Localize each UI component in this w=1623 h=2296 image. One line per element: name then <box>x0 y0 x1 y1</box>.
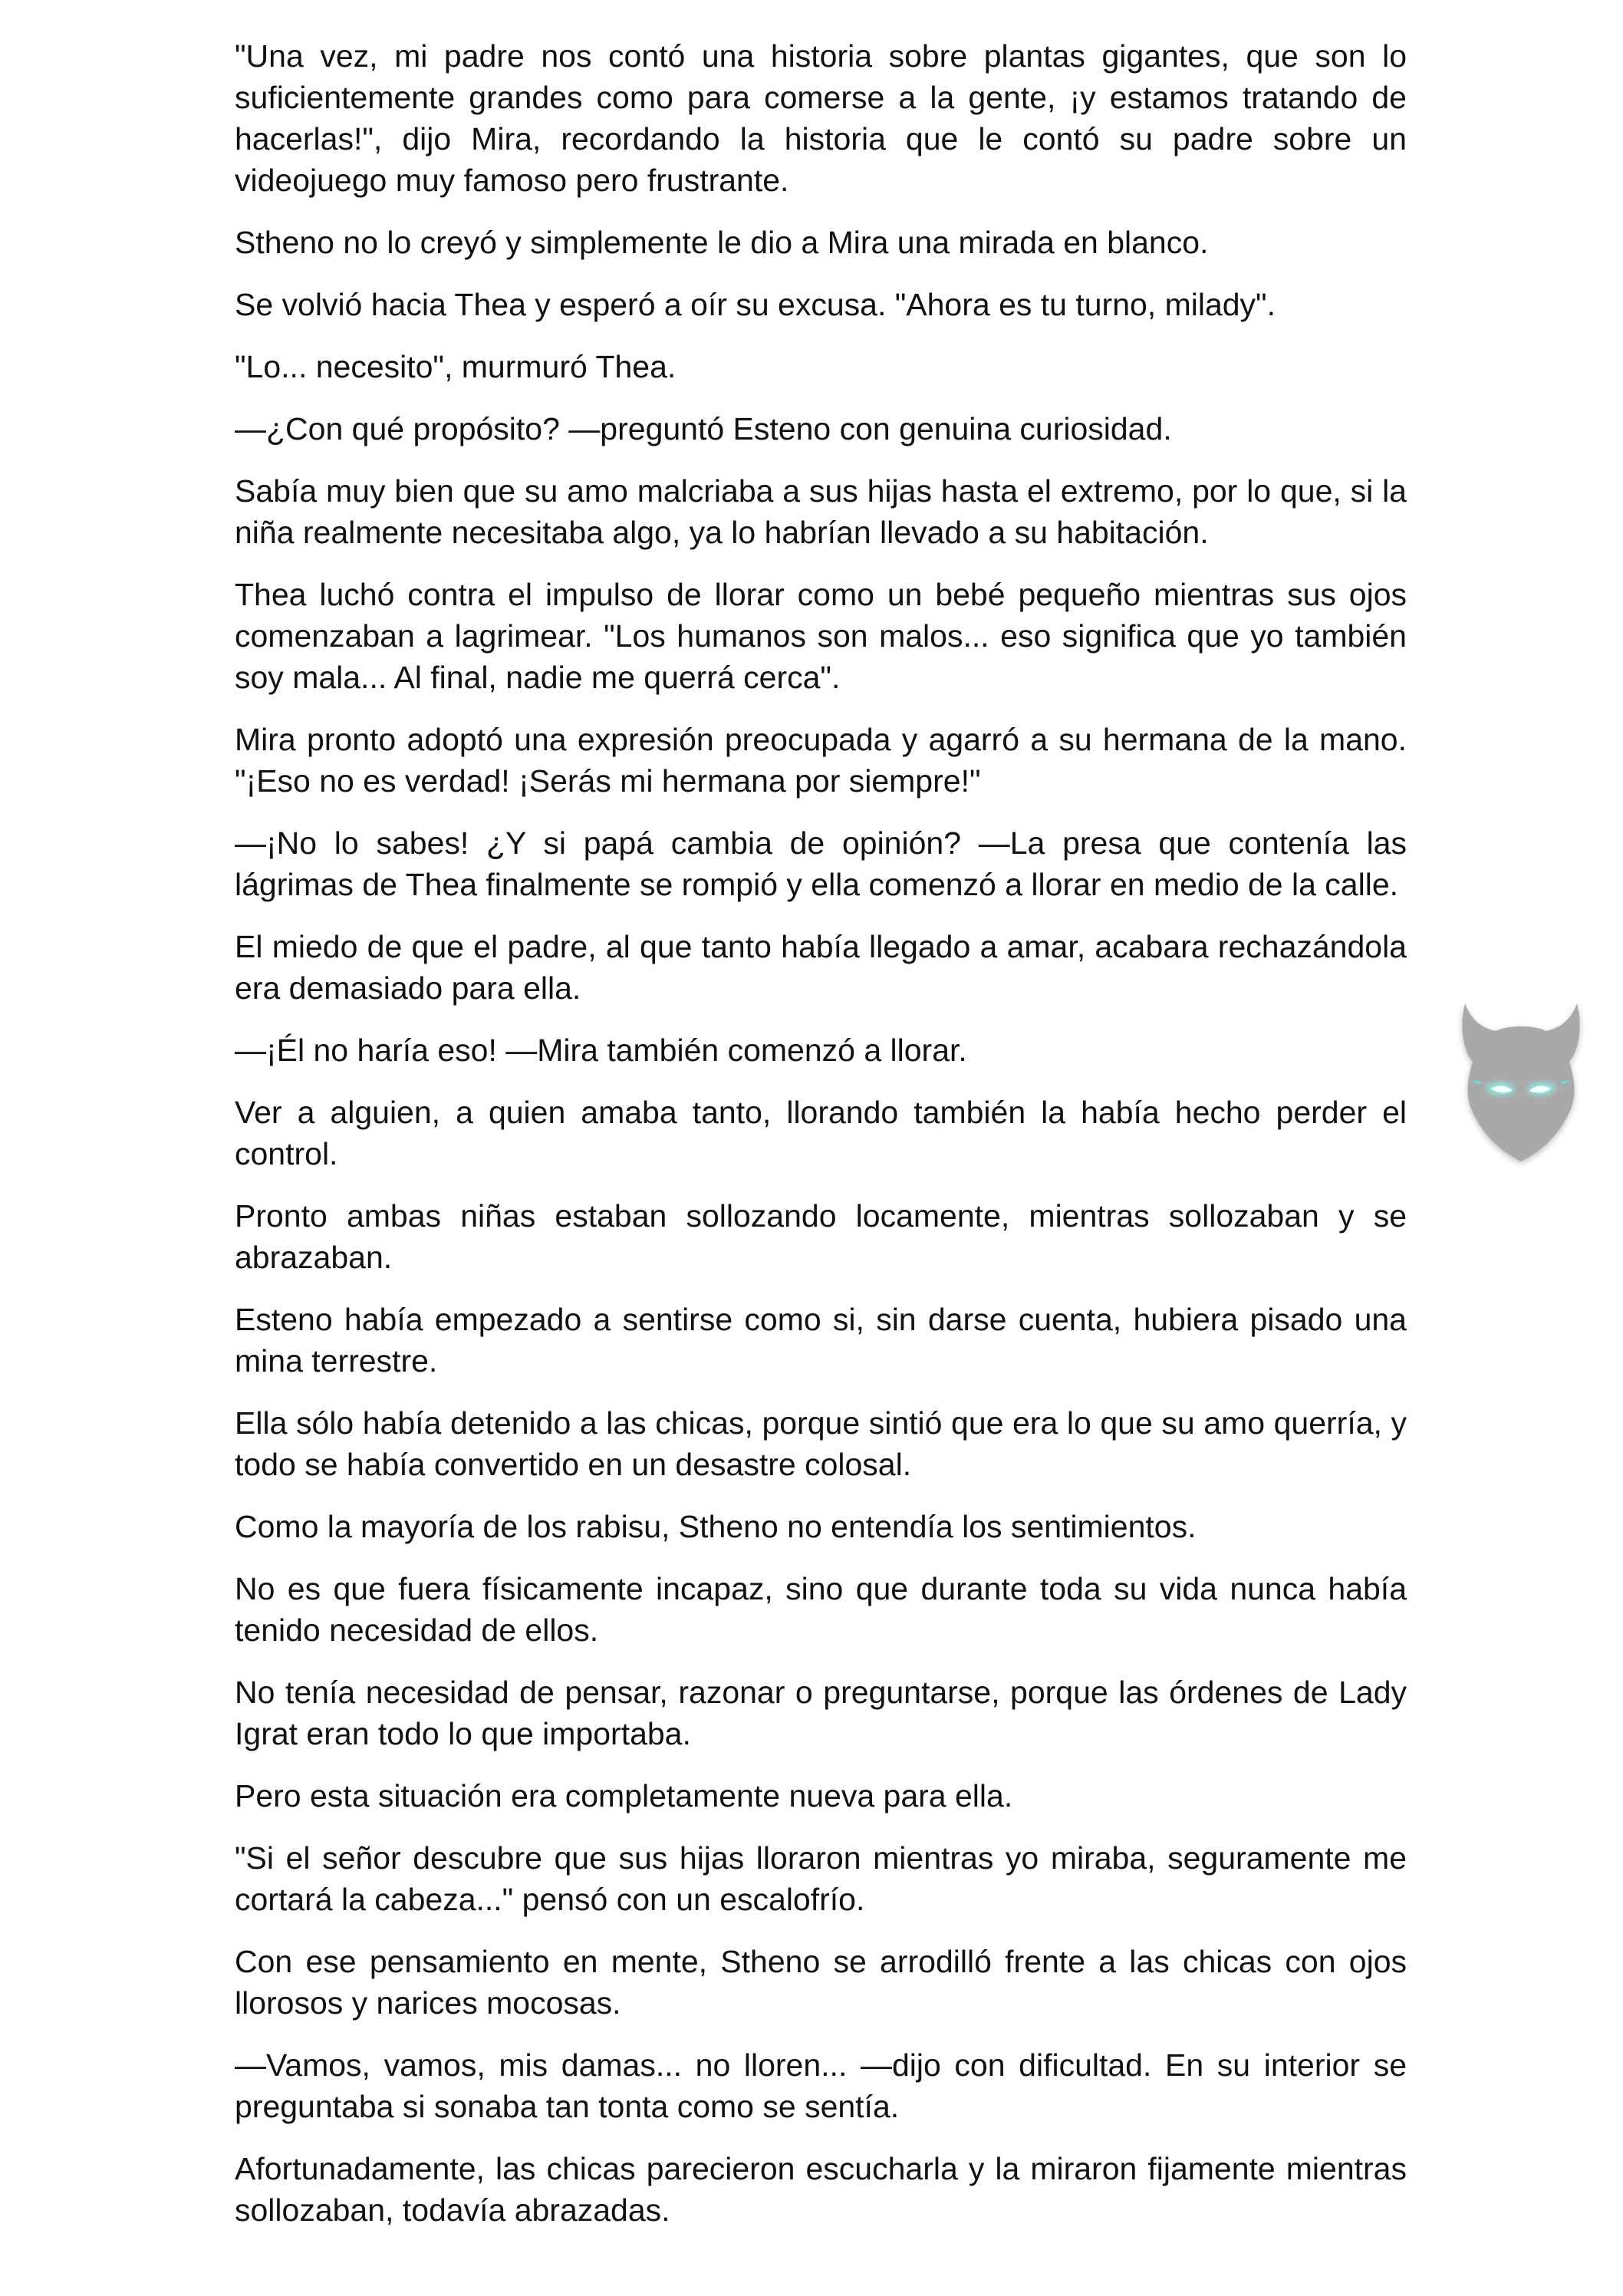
paragraph: No tenía necesidad de pensar, razonar o preguntarse, porque las órdenes de Lady Igrat eran todo lo que importaba. <box>235 1675 1407 1751</box>
paragraph: —Vamos, vamos, mis damas... no lloren... —dijo con dificultad. En su interior se preguntaba si sonaba tan tonta como se sentía. <box>235 2047 1407 2124</box>
paragraph: Thea luchó contra el impulso de llorar como un bebé pequeño mientras sus ojos comenzaban a lagrimear. "Los humanos son malos... eso significa que yo también soy mala... Al final, nadie me querrá cerca". <box>235 577 1407 695</box>
paragraph: Con ese pensamiento en mente, Stheno se arrodilló frente a las chicas con ojos llorosos y narices mocosas. <box>235 1944 1407 2021</box>
document-page <box>235 35 1407 2252</box>
paragraph: Pronto ambas niñas estaban sollozando locamente, mientras sollozaban y se abrazaban. <box>235 1198 1407 1275</box>
paragraph: Pero esta situación era completamente nueva para ella. <box>235 1778 1013 1813</box>
paragraph: Mira pronto adoptó una expresión preocupada y agarró a su hermana de la mano. "¡Eso no es verdad! ¡Serás mi hermana por siempre!" <box>235 722 1407 799</box>
paragraph: "Una vez, mi padre nos contó una historia sobre plantas gigantes, que son lo suficientemente grandes como para comerse a la gente, ¡y estamos tratando de hacerlas!", dijo Mira, recordando la historia que le contó su padre sobre un videojuego muy famoso pero frustrante. <box>235 38 1407 198</box>
paragraph: Ella sólo había detenido a las chicas, porque sintió que era lo que su amo querría, y todo se había convertido en un desastre colosal. <box>235 1405 1407 1482</box>
paragraph: Stheno no lo creyó y simplemente le dio a Mira una mirada en blanco. <box>235 225 1209 260</box>
paragraph: Sabía muy bien que su amo malcriaba a sus hijas hasta el extremo, por lo que, si la niña realmente necesitaba algo, ya lo habrían llevado a su habitación. <box>235 473 1407 550</box>
paragraph: Como la mayoría de los rabisu, Stheno no entendía los sentimientos. <box>235 1509 1197 1544</box>
paragraph: "Si el señor descubre que sus hijas lloraron mientras yo miraba, seguramente me cortará la cabeza..." pensó con un escalofrío. <box>235 1840 1407 1917</box>
paragraph: "Lo... necesito", murmuró Thea. <box>235 349 677 384</box>
paragraph: —¿Con qué propósito? —preguntó Esteno con genuina curiosidad. <box>235 411 1172 446</box>
paragraph: Se volvió hacia Thea y esperó a oír su excusa. "Ahora es tu turno, milady". <box>235 287 1276 322</box>
horned-demon-head-icon <box>1448 997 1594 1174</box>
paragraph: —¡Él no haría eso! —Mira también comenzó a llorar. <box>235 1033 967 1068</box>
paragraph: No es que fuera físicamente incapaz, sino que durante toda su vida nunca había tenido necesidad de ellos. <box>235 1571 1407 1648</box>
paragraph: El miedo de que el padre, al que tanto había llegado a amar, acabara rechazándola era demasiado para ella. <box>235 929 1407 1006</box>
paragraph: Ver a alguien, a quien amaba tanto, llorando también la había hecho perder el control. <box>235 1095 1407 1171</box>
paragraph: Esteno había empezado a sentirse como si, sin darse cuenta, hubiera pisado una mina terrestre. <box>235 1302 1407 1379</box>
paragraph: —¡No lo sabes! ¿Y si papá cambia de opinión? —La presa que contenía las lágrimas de Thea finalmente se rompió y ella comenzó a llorar en medio de la calle. <box>235 825 1407 902</box>
paragraph: Afortunadamente, las chicas parecieron escucharla y la miraron fijamente mientras sollozaban, todavía abrazadas. <box>235 2151 1407 2228</box>
